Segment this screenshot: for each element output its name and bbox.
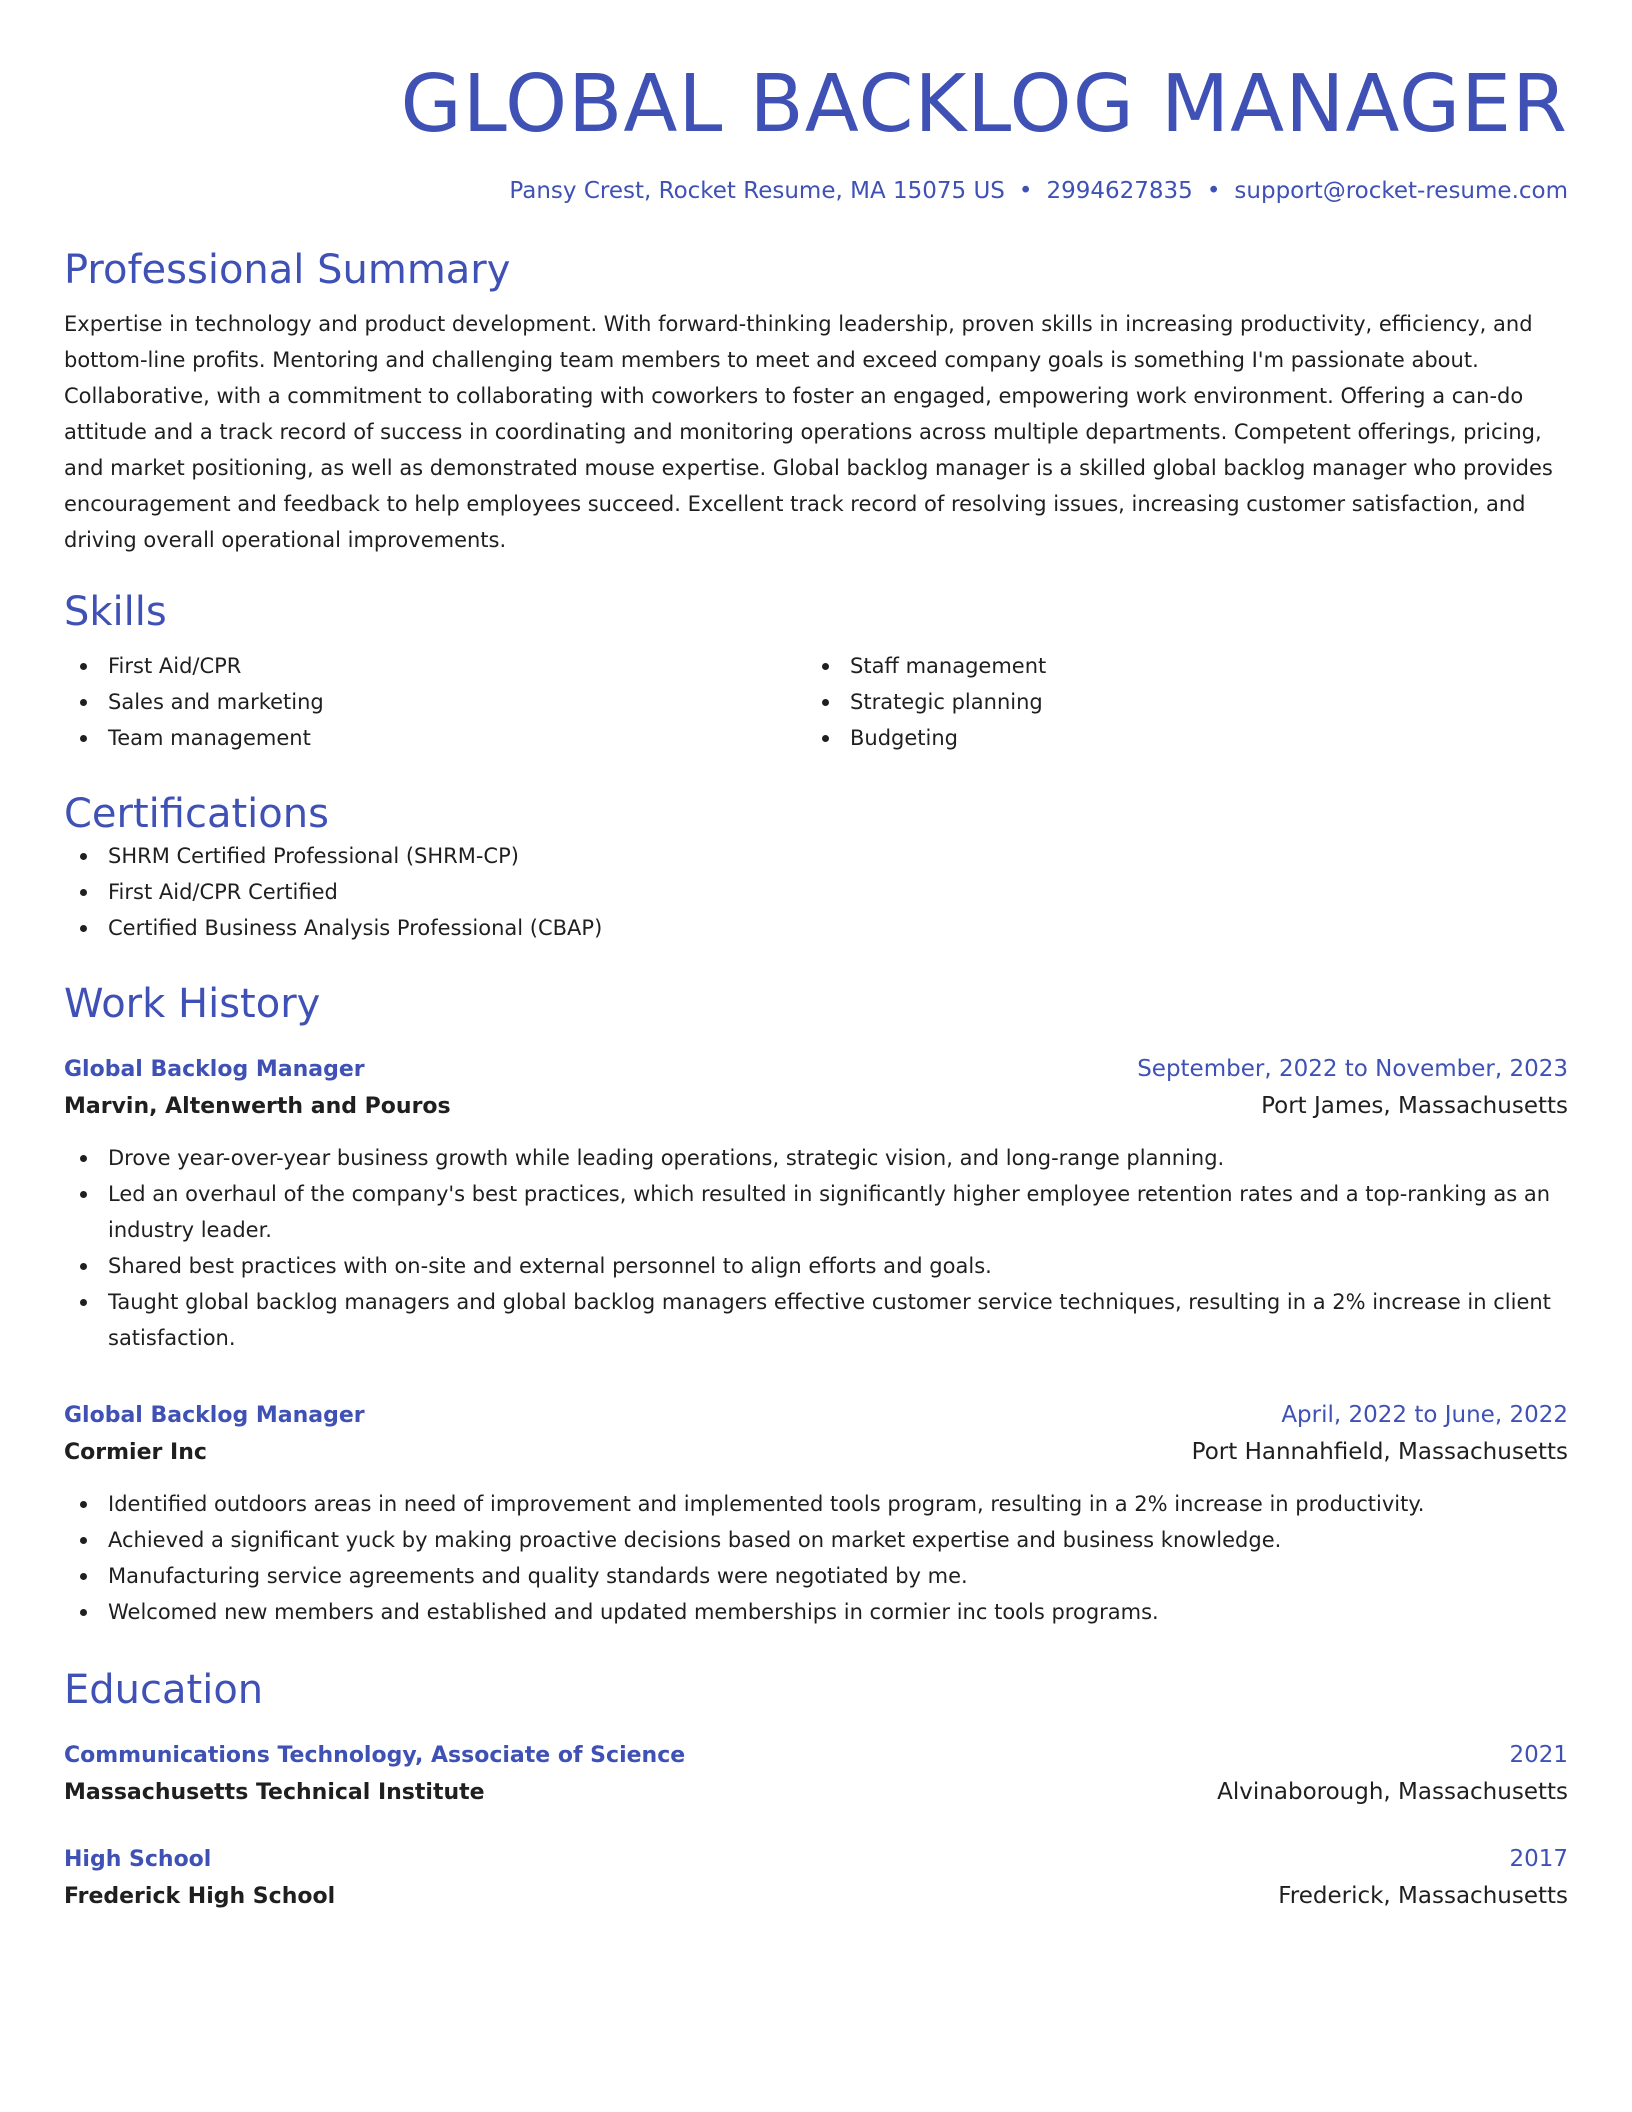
skills-column-right	[806, 648, 1548, 756]
certifications-list	[64, 838, 1568, 946]
contact-separator: •	[1206, 178, 1221, 204]
education-school-row	[64, 1773, 1568, 1812]
job-bullets	[64, 1486, 1568, 1630]
job-company: Cormier Inc	[64, 1440, 207, 1465]
skill-item: Strategic planning	[806, 684, 1548, 720]
job-title-row	[64, 1052, 1568, 1087]
job-bullet: Achieved a significant yuck by making proactive decisions based on market expertise and business knowledge.	[64, 1522, 1568, 1558]
candidate-name: GLOBAL BACKLOG MANAGER	[400, 58, 1568, 150]
job-bullet: Identified outdoors areas in need of improvement and implemented tools program, resulting in a 2% increase in productivity.	[64, 1486, 1568, 1522]
job-location: Port Hannahfield, Massachusetts	[1191, 1439, 1568, 1465]
education-degree-row	[64, 1842, 1568, 1877]
contact-address: Pansy Crest, Rocket Resume, MA 15075 US	[509, 178, 1005, 204]
job-company: Marvin, Altenwerth and Pouros	[64, 1094, 451, 1119]
skill-item: First Aid/CPR	[64, 648, 806, 684]
job-title: Global Backlog Manager	[64, 1403, 365, 1428]
job-dates: September, 2022 to November, 2023	[1137, 1056, 1568, 1082]
job-bullet: Welcomed new members and established and updated memberships in cormier inc tools programs.	[64, 1594, 1568, 1630]
skill-item: Team management	[64, 720, 806, 756]
education-entry	[64, 1842, 1568, 1916]
job-bullet: Led an overhaul of the company's best practices, which resulted in significantly higher employee retention rates and a top-ranking as an industry leader.	[64, 1176, 1568, 1248]
job-bullet: Taught global backlog managers and global backlog managers effective customer service techniques, resulting in a 2% increase in client satisfaction.	[64, 1284, 1568, 1356]
certifications-heading: Certifications	[64, 791, 329, 837]
education-location: Frederick, Massachusetts	[1278, 1883, 1568, 1909]
education-school-row	[64, 1877, 1568, 1916]
skills-heading: Skills	[64, 589, 167, 635]
education-school: Massachusetts Technical Institute	[64, 1780, 485, 1805]
job-dates: April, 2022 to June, 2022	[1281, 1402, 1568, 1428]
education-entry	[64, 1738, 1568, 1812]
job-title-row	[64, 1398, 1568, 1433]
certification-item: SHRM Certified Professional (SHRM-CP)	[64, 838, 1568, 874]
contact-separator: •	[1018, 178, 1033, 204]
work-history-heading: Work History	[64, 981, 321, 1027]
summary-heading: Professional Summary	[64, 247, 511, 293]
education-degree-row	[64, 1738, 1568, 1773]
education-heading: Education	[64, 1667, 264, 1713]
skills-grid	[64, 648, 1568, 756]
certification-item: Certified Business Analysis Professional (CBAP)	[64, 910, 1568, 946]
job-entry	[64, 1052, 1568, 1356]
skill-item: Staff management	[806, 648, 1548, 684]
summary-text: Expertise in technology and product development. With forward-thinking leadership, proven skills in increasing productivity, efficiency, and bottom-line profits. Mentoring and challenging team members to meet and exceed company goals is something I'm passionate about. Collaborative, with a commitment to collaborating with coworkers to foster an engaged, empowering work environment. Offering a can-do attitude and a track record of success in coordinating and monitoring operations across multiple departments. Competent offerings, pricing, and market positioning, as well as demonstrated mouse expertise. Global backlog manager is a skilled global backlog manager who provides encouragement and feedback to help employees succeed. Excellent track record of resolving issues, increasing customer satisfaction, and driving overall operational improvements.	[64, 312, 1553, 552]
education-school: Frederick High School	[64, 1884, 336, 1909]
education-year: 2021	[1509, 1742, 1568, 1768]
resume-page	[64, 0, 1568, 1916]
skills-column-left	[64, 648, 806, 756]
job-company-row	[64, 1433, 1568, 1472]
contact-phone: 2994627835	[1046, 178, 1193, 204]
job-entry	[64, 1398, 1568, 1630]
contact-line	[64, 176, 1568, 206]
job-bullet: Shared best practices with on-site and external personnel to align efforts and goals.	[64, 1248, 1568, 1284]
education-location: Alvinaborough, Massachusetts	[1217, 1779, 1568, 1805]
skill-item: Sales and marketing	[64, 684, 806, 720]
skill-item: Budgeting	[806, 720, 1548, 756]
job-title: Global Backlog Manager	[64, 1057, 365, 1082]
job-company-row	[64, 1087, 1568, 1126]
education-year: 2017	[1509, 1846, 1568, 1872]
job-bullets	[64, 1140, 1568, 1356]
job-bullet: Manufacturing service agreements and quality standards were negotiated by me.	[64, 1558, 1568, 1594]
contact-email: support@rocket-resume.com	[1234, 178, 1568, 204]
certification-item: First Aid/CPR Certified	[64, 874, 1568, 910]
education-degree: High School	[64, 1847, 212, 1872]
job-bullet: Drove year-over-year business growth while leading operations, strategic vision, and long-range planning.	[64, 1140, 1568, 1176]
job-location: Port James, Massachusetts	[1261, 1093, 1568, 1119]
education-degree: Communications Technology, Associate of Science	[64, 1743, 686, 1768]
